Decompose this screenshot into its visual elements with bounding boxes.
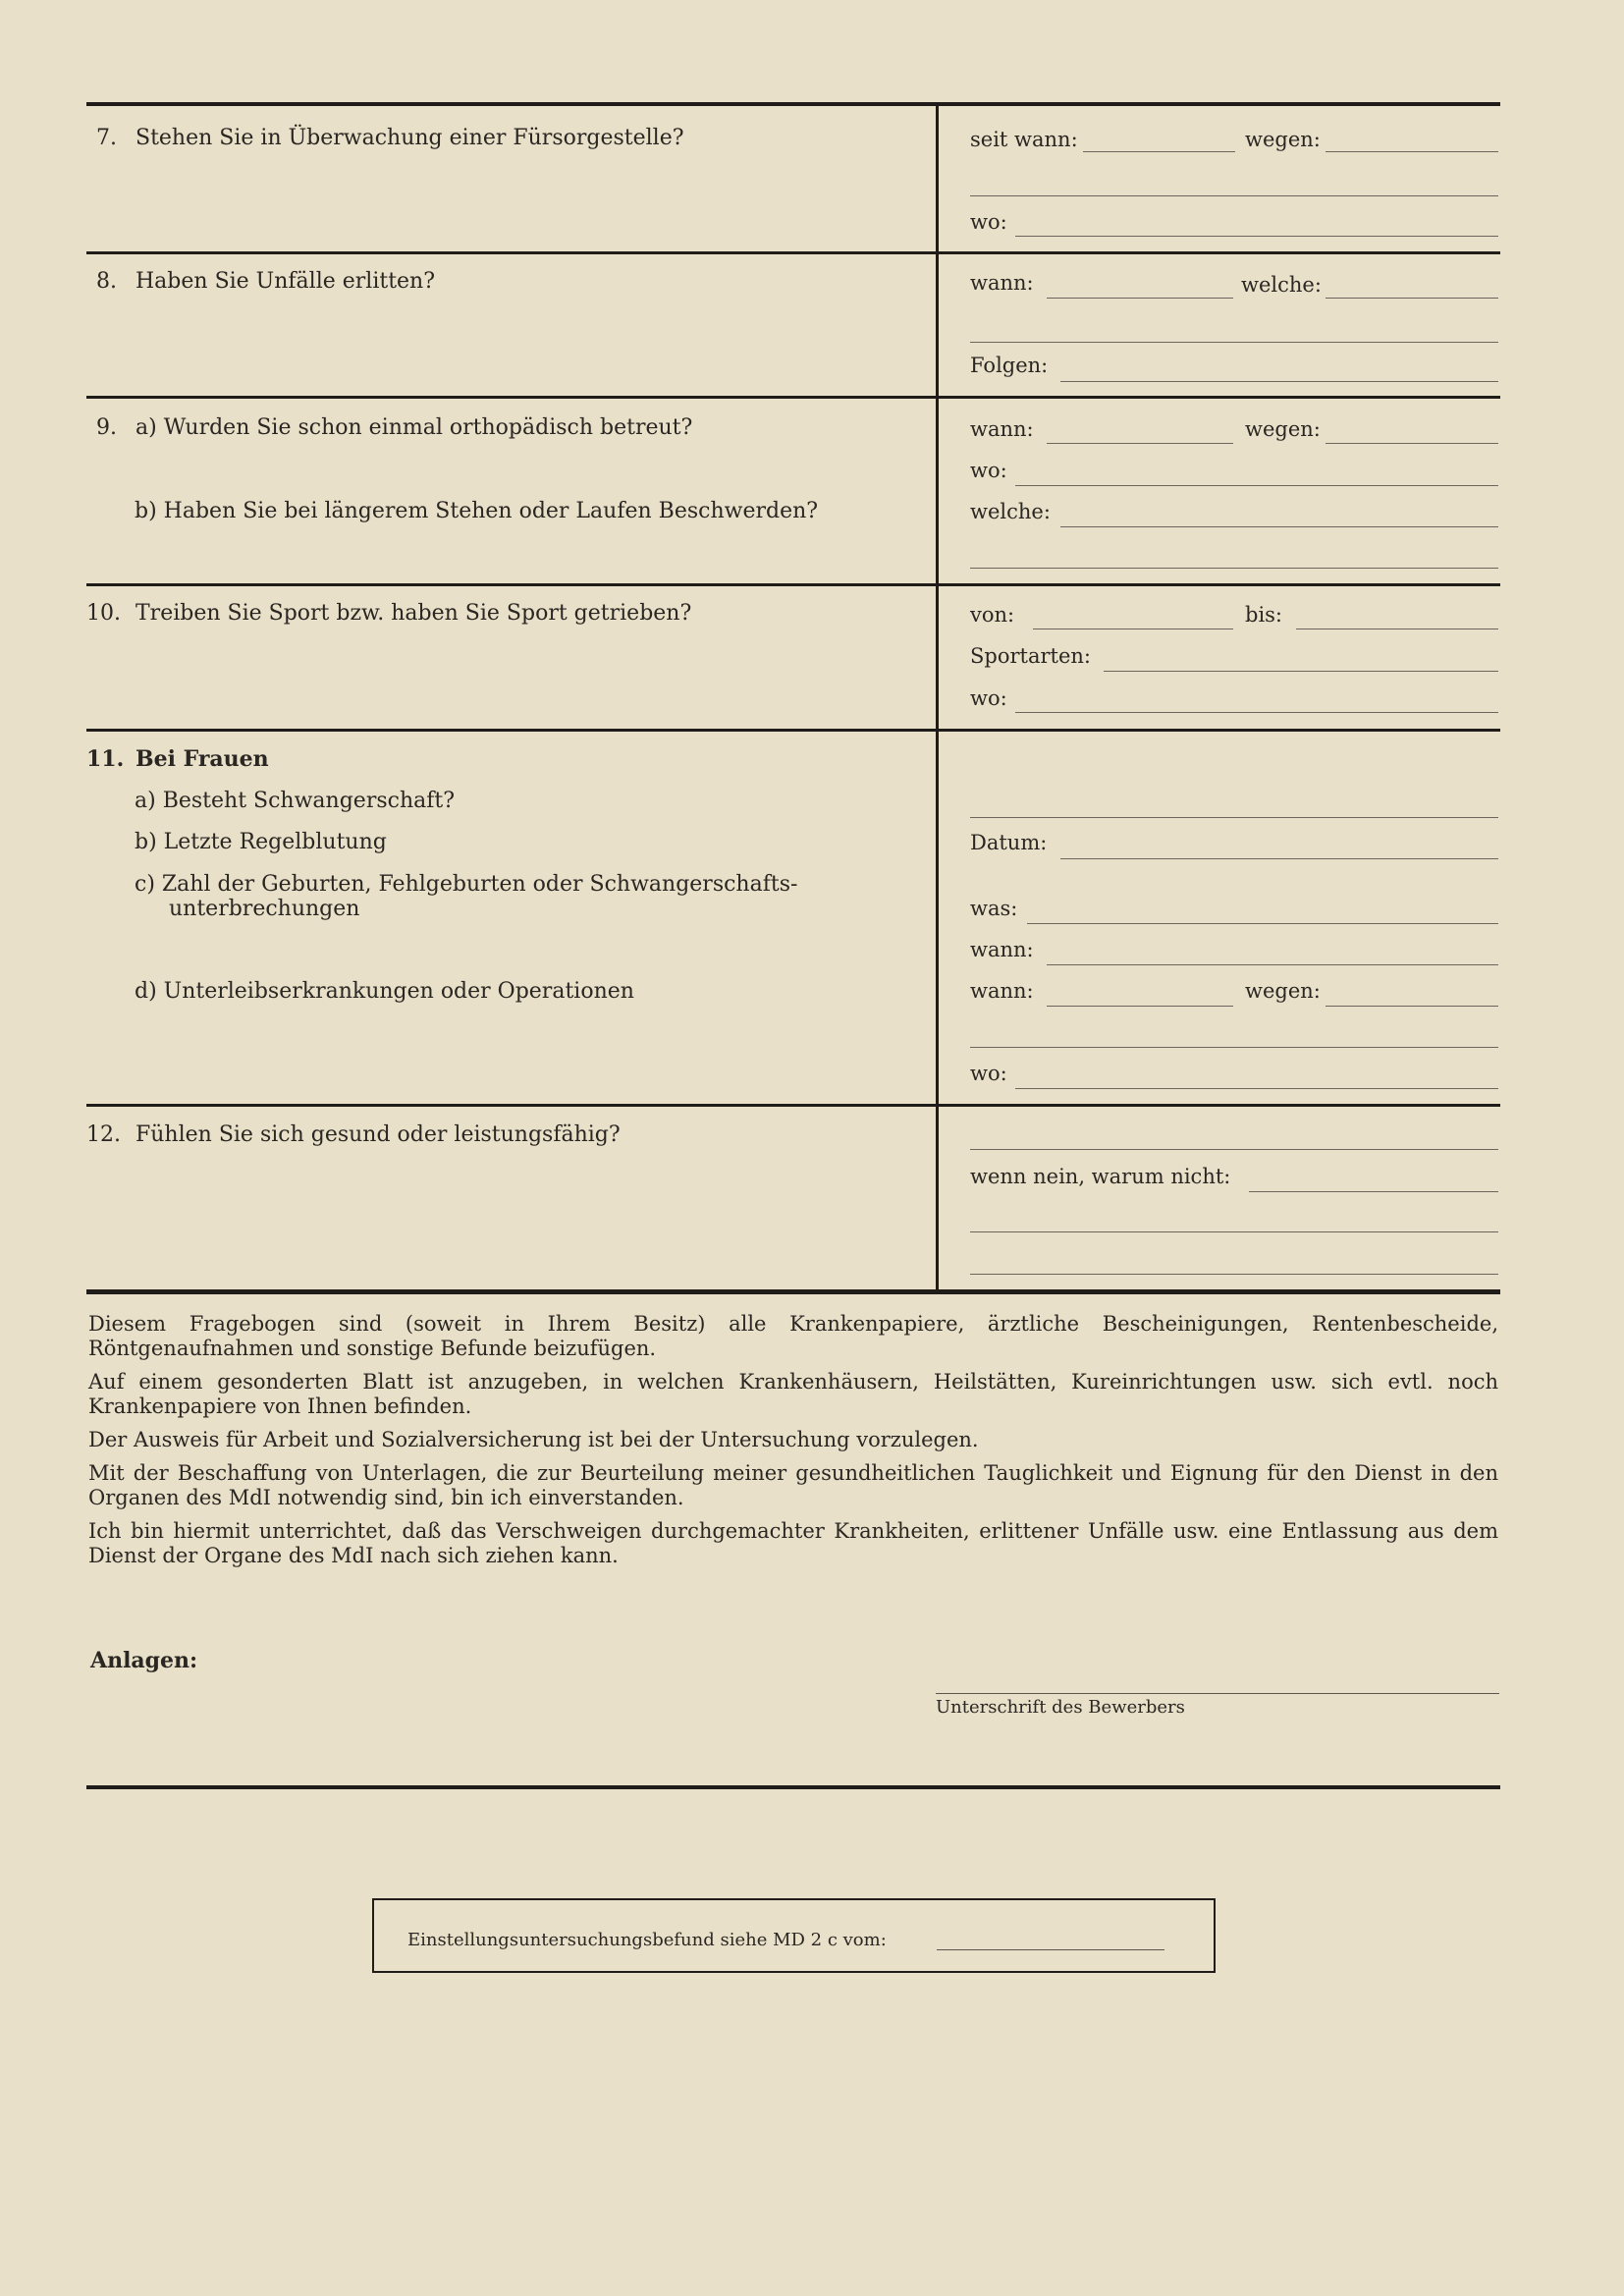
rule-top	[86, 102, 1500, 106]
signature-label: Unterschrift des Bewerbers	[936, 1697, 1185, 1718]
field-label-wegen: wegen:	[1245, 128, 1321, 151]
field-label-wann: wann:	[970, 979, 1034, 1003]
question-9b	[135, 499, 818, 524]
field-line-wegen[interactable]	[1326, 443, 1498, 444]
question-number: 9.	[96, 415, 117, 440]
instruction-paragraph: Der Ausweis für Arbeit und Sozialversicherung ist bei der Untersuchung vorzulegen.	[88, 1428, 979, 1451]
field-label-wo: wo:	[970, 210, 1007, 234]
anlagen-label: Anlagen:	[90, 1648, 198, 1673]
rule-q10	[86, 583, 1500, 586]
question-text: Haben Sie Unfälle erlitten?	[135, 269, 436, 294]
field-line-blank[interactable]	[970, 1274, 1498, 1275]
question-11c-cont: unterbrechungen	[169, 897, 360, 921]
field-line-wo[interactable]	[1015, 236, 1498, 237]
question-9b-text: b) Haben Sie bei längerem Stehen oder Laufen Beschwerden?	[135, 499, 819, 523]
question-11d: d) Unterleibserkrankungen oder Operationen	[135, 979, 634, 1004]
question-text: Treiben Sie Sport bzw. haben Sie Sport getrieben?	[135, 601, 692, 626]
instruction-paragraph: Ich bin hiermit unterrichtet, daß das Verschweigen durchgemachter Krankheiten, erlittener Unfälle usw. eine Entlassung aus dem Dienst der Organe des MdI nach sich ziehen kann.	[88, 1519, 1498, 1567]
field-label-sportarten: Sportarten:	[970, 644, 1091, 668]
field-label-bis: bis:	[1245, 603, 1283, 627]
field-line-wo[interactable]	[1015, 1088, 1498, 1089]
field-label-wann: wann:	[970, 417, 1034, 441]
question-11b: b) Letzte Regelblutung	[135, 830, 387, 854]
field-label-von: von:	[970, 603, 1015, 627]
examination-box	[372, 1898, 1216, 1973]
field-line-datum[interactable]	[1060, 858, 1498, 859]
question-11	[86, 746, 269, 773]
field-line-blank[interactable]	[970, 1149, 1498, 1150]
rule-table-bottom	[86, 1289, 1500, 1294]
field-line-seit-wann[interactable]	[1083, 151, 1235, 152]
question-text: Fühlen Sie sich gesund oder leistungsfähig?	[135, 1122, 621, 1147]
field-label-welche: welche:	[970, 500, 1051, 523]
field-line-wenn-nein[interactable]	[1249, 1191, 1498, 1192]
field-line-welche[interactable]	[1326, 298, 1498, 299]
question-11a: a) Besteht Schwangerschaft?	[135, 789, 456, 813]
field-line-wann[interactable]	[1047, 443, 1233, 444]
field-label-was: was:	[970, 897, 1018, 920]
field-line-wo[interactable]	[1015, 485, 1498, 486]
question-8	[96, 269, 435, 295]
field-label-welche: welche:	[1241, 273, 1322, 297]
field-label-wo: wo:	[970, 686, 1007, 710]
field-line-blank[interactable]	[970, 1047, 1498, 1048]
field-line-blank[interactable]	[970, 1231, 1498, 1232]
field-line-sportarten[interactable]	[1104, 671, 1498, 672]
field-line-wo[interactable]	[1015, 712, 1498, 713]
field-line-folgen[interactable]	[1060, 381, 1498, 382]
field-line-welche[interactable]	[1060, 526, 1498, 527]
question-number: 10.	[86, 601, 121, 626]
field-line-wann[interactable]	[1047, 1006, 1233, 1007]
instruction-paragraph: Auf einem gesonderten Blatt ist anzugeben, in welchen Krankenhäusern, Heilstätten, Kureinrichtungen usw. sich evtl. noch Krankenpapiere von Ihnen befinden.	[88, 1370, 1498, 1418]
field-label-wann: wann:	[970, 938, 1034, 961]
field-line-blank[interactable]	[970, 817, 1498, 818]
question-10	[86, 601, 691, 627]
question-text: Stehen Sie in Überwachung einer Fürsorgestelle?	[135, 126, 684, 150]
field-label-folgen: Folgen:	[970, 354, 1049, 377]
field-label-wo: wo:	[970, 459, 1007, 482]
question-7	[96, 126, 684, 151]
question-11c: c) Zahl der Geburten, Fehlgeburten oder Schwangerschafts-	[135, 872, 798, 897]
field-line-was[interactable]	[1027, 923, 1498, 924]
field-line-wann[interactable]	[1047, 964, 1498, 965]
signature-line[interactable]	[936, 1693, 1499, 1694]
rule-q11	[86, 729, 1500, 732]
instruction-paragraph: Mit der Beschaffung von Unterlagen, die zur Beurteilung meiner gesundheitlichen Tauglichkeit und Eignung für den Dienst in den Organen des MdI notwendig sind, bin ich einverstanden.	[88, 1461, 1498, 1509]
field-line-blank[interactable]	[970, 342, 1498, 343]
field-label-wegen: wegen:	[1245, 417, 1321, 441]
field-line-wegen[interactable]	[1326, 151, 1498, 152]
question-9a-text: a) Wurden Sie schon einmal orthopädisch betreut?	[135, 415, 693, 440]
field-line-blank[interactable]	[970, 568, 1498, 569]
question-number: 7.	[96, 126, 117, 150]
rule-q9	[86, 396, 1500, 399]
rule-q8	[86, 251, 1500, 254]
field-line-wann[interactable]	[1047, 298, 1233, 299]
field-line-blank[interactable]	[970, 195, 1498, 196]
question-number: 8.	[96, 269, 117, 294]
rule-bottom	[86, 1785, 1500, 1789]
field-label-wann: wann:	[970, 271, 1034, 295]
question-9	[96, 415, 692, 441]
examination-label: Einstellungsuntersuchungsbefund siehe MD 2 c vom:	[407, 1930, 887, 1950]
examination-date-line[interactable]	[937, 1949, 1164, 1950]
field-label-wenn-nein: wenn nein, warum nicht:	[970, 1165, 1231, 1188]
field-label-datum: Datum:	[970, 831, 1048, 854]
field-label-seit-wann: seit wann:	[970, 128, 1078, 151]
column-divider	[936, 104, 939, 1290]
field-label-wo: wo:	[970, 1062, 1007, 1085]
rule-q12	[86, 1104, 1500, 1107]
question-11-title: Bei Frauen	[135, 746, 269, 772]
field-label-wegen: wegen:	[1245, 979, 1321, 1003]
field-line-wegen[interactable]	[1326, 1006, 1498, 1007]
instructions	[88, 1312, 1498, 1577]
question-number: 12.	[86, 1122, 121, 1147]
question-12	[86, 1122, 621, 1148]
instruction-paragraph: Diesem Fragebogen sind (soweit in Ihrem Besitz) alle Krankenpapiere, ärztliche Bescheinigungen, Rentenbescheide, Röntgenaufnahmen und sonstige Befunde beizufügen.	[88, 1312, 1498, 1360]
question-number: 11.	[86, 746, 125, 772]
